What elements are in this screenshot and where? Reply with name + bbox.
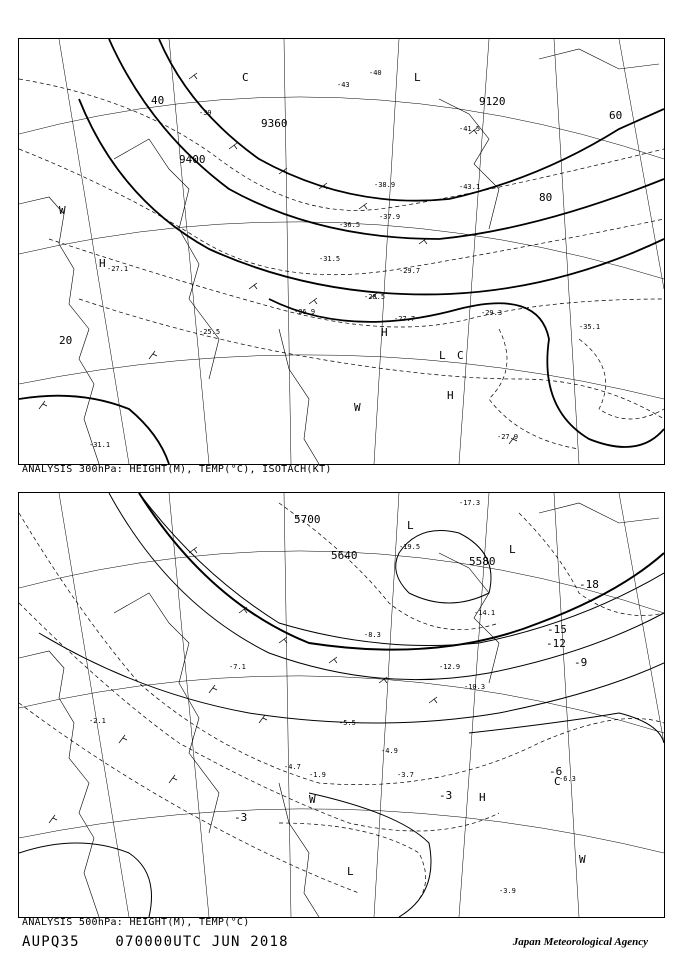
temp-obs: -8.3 (364, 631, 381, 639)
system-cold-central: C (457, 349, 464, 362)
height-labels (179, 95, 506, 166)
temp-obs: -27.7 (394, 315, 416, 323)
isotherm-label-minus3: -3 (439, 789, 453, 802)
temp-obs: -31.5 (319, 255, 341, 263)
temp-obs: -27.9 (497, 433, 519, 441)
contour-label-5640: 5640 (331, 549, 358, 562)
temp-obs: -10.3 (464, 683, 486, 691)
system-high-west: H (99, 257, 106, 270)
wind-barbs (49, 547, 437, 823)
temp-obs: -35.1 (579, 323, 601, 331)
temp-obs: -29.3 (481, 309, 503, 317)
isotach-label-60: 60 (609, 109, 623, 122)
temp-obs: -28.5 (364, 293, 386, 301)
map-500hpa (18, 492, 665, 918)
isotherm-label-minus6: -6 (549, 765, 563, 778)
system-high-central: H (381, 326, 388, 339)
temp-obs: -31.1 (89, 441, 111, 449)
coastlines (19, 503, 659, 917)
main-contour (139, 493, 664, 650)
chart-identifier (22, 934, 289, 950)
isotherm-label-minus15: -15 (547, 623, 567, 636)
temp-obs: -5.5 (339, 719, 356, 727)
agency-credit: Japan Meteorological Agency (512, 936, 648, 948)
temp-obs: -41.5 (459, 125, 481, 133)
temp-obs: -36.5 (339, 221, 361, 229)
isotach-label-20: 20 (59, 334, 73, 347)
caption-500hpa: ANALYSIS 500hPa: HEIGHT(M), TEMP(°C) (22, 917, 250, 928)
isotach-label-40: 40 (151, 94, 165, 107)
contour-label-5580: 5580 (469, 555, 496, 568)
temp-obs: -40 (369, 69, 382, 77)
temp-obs: -6.3 (559, 775, 576, 783)
temp-obs: -1.9 (309, 771, 326, 779)
system-warm-east: W (579, 853, 586, 866)
system-low-north: L (407, 519, 414, 532)
system-high: H (479, 791, 486, 804)
map-500hpa-canvas (19, 493, 664, 917)
height-labels (294, 513, 496, 568)
temp-obs: -12.9 (439, 663, 461, 671)
caption-300hpa: ANALYSIS 300hPa: HEIGHT(M), TEMP(°C), ISOTACH(KT) (22, 464, 332, 475)
contour-label-9360: 9360 (261, 117, 288, 130)
isotherm-label-minus18: -18 (579, 578, 599, 591)
temp-obs: -43 (337, 81, 350, 89)
temp-obs: -43.1 (459, 183, 481, 191)
chart-datetime: 070000UTC JUN 2018 (115, 934, 289, 950)
temp-obs: -3.7 (397, 771, 414, 779)
temp-obs: -25.5 (199, 328, 221, 336)
temp-obs: -19.5 (399, 543, 421, 551)
isotherm-label-minus9: -9 (574, 656, 588, 669)
pressure-systems (309, 519, 586, 878)
contour-label-5700: 5700 (294, 513, 321, 526)
height-contours (19, 39, 664, 464)
temp-obs: -14.1 (474, 609, 496, 617)
temp-obs: -3.9 (499, 887, 516, 895)
temp-obs: -26.9 (294, 308, 316, 316)
temp-obs: -27.1 (107, 265, 129, 273)
contour-label-9400: 9400 (179, 153, 206, 166)
chart-code: AUPQ35 (22, 934, 80, 950)
system-warm-south: W (354, 401, 361, 414)
temp-obs: -39 (199, 109, 212, 117)
temp-obs: -37.9 (379, 213, 401, 221)
isotherm-label-minus12: -12 (546, 637, 566, 650)
graticule (19, 39, 664, 464)
isotherm-label-minus3-b: -3 (234, 811, 248, 824)
system-warm-west: W (309, 793, 316, 806)
temp-obs: -7.1 (229, 663, 246, 671)
temp-obs: -4.7 (284, 763, 301, 771)
system-low-east: L (509, 543, 516, 556)
system-low-central: L (439, 349, 446, 362)
system-cold: C (554, 775, 561, 788)
isotach-label-80: 80 (539, 191, 553, 204)
system-warm-west: W (59, 204, 66, 217)
system-cold-north: C (242, 71, 249, 84)
temp-obs: -2.1 (89, 717, 106, 725)
system-low-south: L (347, 865, 354, 878)
system-high-south: H (447, 389, 454, 402)
map-300hpa-canvas (19, 39, 664, 464)
temp-obs: -38.9 (374, 181, 396, 189)
temp-obs: -17.3 (459, 499, 481, 507)
system-low-north: L (414, 71, 421, 84)
contour-label-9120: 9120 (479, 95, 506, 108)
temp-obs: -29.7 (399, 267, 421, 275)
map-300hpa (18, 38, 665, 465)
isotherms (19, 503, 664, 917)
temp-obs: -4.9 (381, 747, 398, 755)
